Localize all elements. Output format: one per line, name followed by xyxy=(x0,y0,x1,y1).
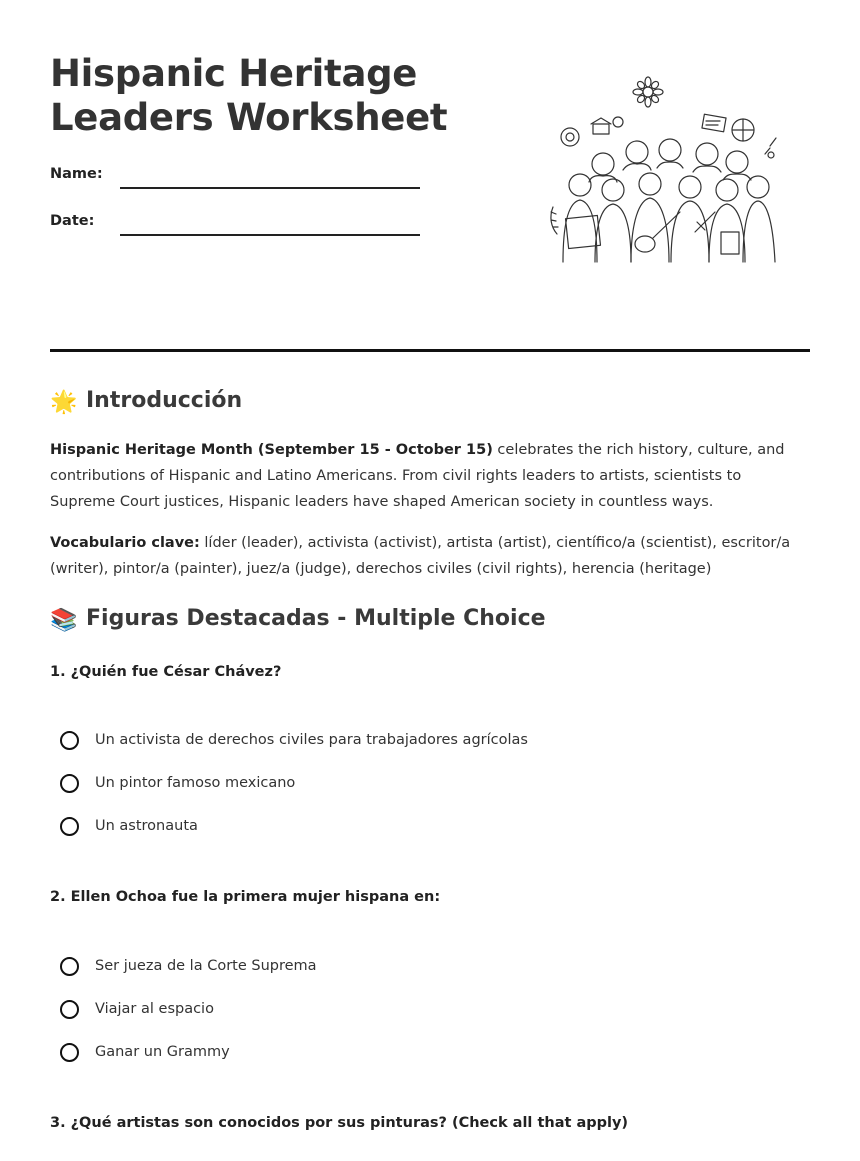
question-1-option-1[interactable] xyxy=(60,727,528,753)
question-2-option-2[interactable] xyxy=(60,996,214,1022)
header-divider xyxy=(50,349,810,352)
question-3: 3. ¿Qué artistas son conocidos por sus pinturas? (Check all that apply) xyxy=(50,1115,629,1131)
title-line-2: Leaders Worksheet xyxy=(50,96,448,139)
intro-paragraph xyxy=(50,437,810,515)
radio-button[interactable] xyxy=(60,817,79,836)
date-label: Date: xyxy=(50,213,95,229)
intro-heading-text: Introducción xyxy=(86,388,243,413)
vocabulary-paragraph xyxy=(50,530,810,582)
question-1-option-3[interactable] xyxy=(60,813,198,839)
option-label: Ganar un Grammy xyxy=(95,1044,230,1060)
figures-heading-text: Figuras Destacadas - Multiple Choice xyxy=(86,606,546,631)
radio-button[interactable] xyxy=(60,957,79,976)
figures-heading xyxy=(50,606,546,633)
intro-bold-lead: Hispanic Heritage Month (September 15 - October 15) xyxy=(50,442,493,458)
intro-heading xyxy=(50,388,242,415)
hispanic-leaders-illustration-icon xyxy=(545,72,785,272)
question-2: 2. Ellen Ochoa fue la primera mujer hispana en: xyxy=(50,889,441,905)
option-label: Un activista de derechos civiles para trabajadores agrícolas xyxy=(95,732,528,748)
vocabulary-list: líder (leader), activista (activist), artista (artist), científico/a (scientist), escritor/a (writer), pintor/a (painter), juez/a (judge), derechos civiles (civil rights), herencia (heritage) xyxy=(50,535,791,577)
date-field[interactable] xyxy=(50,213,430,243)
star-icon: 🌟 xyxy=(50,390,78,415)
option-label: Un pintor famoso mexicano xyxy=(95,775,296,791)
option-label: Ser jueza de la Corte Suprema xyxy=(95,958,317,974)
date-line[interactable] xyxy=(120,234,420,236)
radio-button[interactable] xyxy=(60,1000,79,1019)
option-label: Un astronauta xyxy=(95,818,198,834)
question-1: 1. ¿Quién fue César Chávez? xyxy=(50,664,282,680)
radio-button[interactable] xyxy=(60,774,79,793)
question-2-option-3[interactable] xyxy=(60,1039,230,1065)
name-field[interactable] xyxy=(50,166,430,196)
radio-button[interactable] xyxy=(60,1043,79,1062)
name-label: Name: xyxy=(50,166,103,182)
title-line-1: Hispanic Heritage xyxy=(50,52,418,95)
books-icon: 📚 xyxy=(50,608,78,633)
option-label: Viajar al espacio xyxy=(95,1001,214,1017)
vocabulary-label: Vocabulario clave: xyxy=(50,535,200,551)
intro-body-text: celebrates the rich history, culture, and contributions of Hispanic and Latino Americans. From civil rights leaders to artists, scientists to Supreme Court justices, Hispanic leaders have shaped American society in countless ways. xyxy=(50,442,785,510)
name-line[interactable] xyxy=(120,187,420,189)
radio-button[interactable] xyxy=(60,731,79,750)
question-2-option-1[interactable] xyxy=(60,953,317,979)
worksheet-title xyxy=(50,52,490,140)
question-1-option-2[interactable] xyxy=(60,770,295,796)
